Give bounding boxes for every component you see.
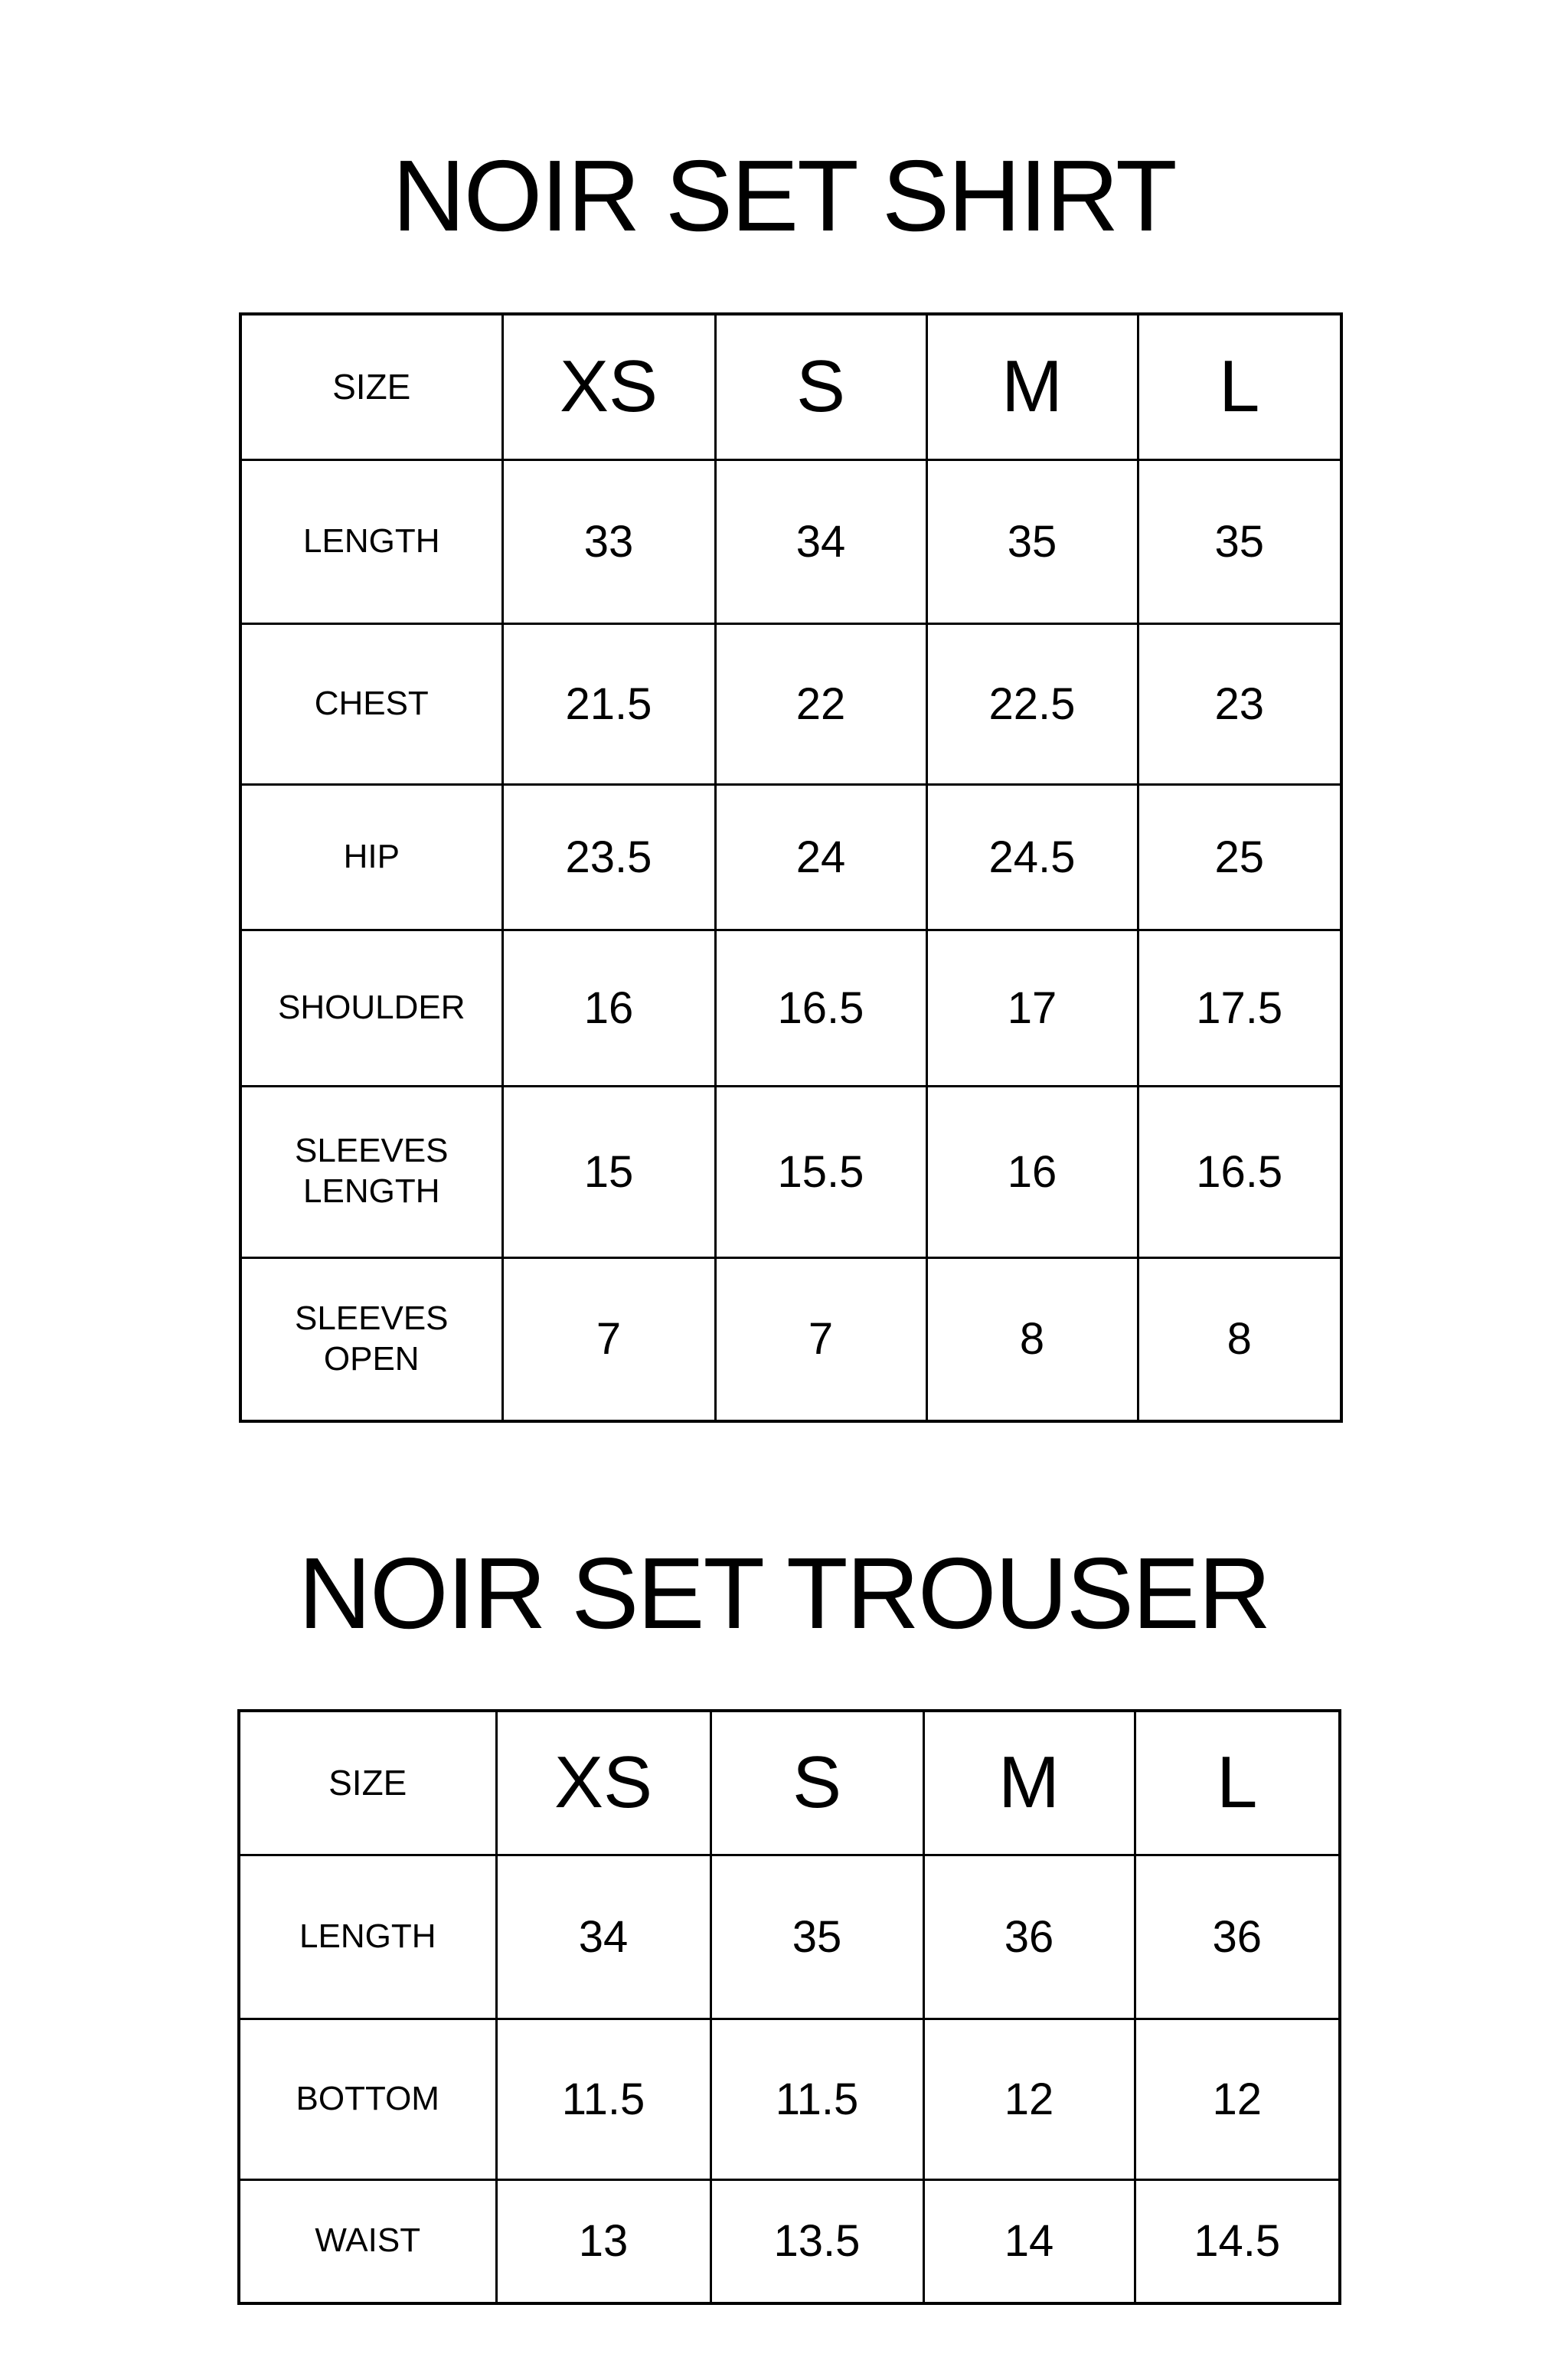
size-s: S [710,1711,923,1855]
size-xs: XS [496,1711,710,1855]
table-header-row [240,314,1341,459]
size-l: L [1135,1711,1340,1855]
shirt-size-chart-title: NOIR SET SHIRT [392,139,1176,252]
cell-value: 16 [502,930,715,1086]
header-label-size: SIZE [240,314,502,459]
cell-value: 34 [715,459,926,623]
cell-value: 36 [923,1855,1135,2019]
row-label-line: OPEN [323,1339,420,1378]
row-label: LENGTH [240,459,502,623]
table-row-hip [240,784,1341,930]
cell-value: 23 [1138,623,1341,784]
row-label: HIP [240,784,502,930]
cell-value: 36 [1135,1855,1340,2019]
size-l: L [1138,314,1341,459]
header-label-size: SIZE [239,1711,496,1855]
cell-value: 11.5 [496,2019,710,2179]
cell-value: 25 [1138,784,1341,930]
cell-value: 8 [926,1257,1138,1421]
table-row-chest [240,623,1341,784]
cell-value: 22 [715,623,926,784]
cell-value: 34 [496,1855,710,2019]
row-label: WAIST [239,2179,496,2303]
table-row-waist [239,2179,1340,2303]
table-row-shoulder [240,930,1341,1086]
cell-value: 12 [1135,2019,1340,2179]
cell-value: 12 [923,2019,1135,2179]
cell-value: 23.5 [502,784,715,930]
row-label: SHOULDER [240,930,502,1086]
row-label-line: SLEEVES [294,1132,449,1170]
row-label [240,1086,502,1257]
row-label: BOTTOM [239,2019,496,2179]
row-label-line: SLEEVES [294,1299,449,1337]
table-row-sleeves-open [240,1257,1341,1421]
cell-value: 15 [502,1086,715,1257]
size-xs: XS [502,314,715,459]
row-label: CHEST [240,623,502,784]
cell-value: 22.5 [926,623,1138,784]
table-row-length [240,459,1341,623]
table-header-row [239,1711,1340,1855]
cell-value: 13 [496,2179,710,2303]
cell-value: 33 [502,459,715,623]
row-label [240,1257,502,1421]
cell-value: 24 [715,784,926,930]
cell-value: 13.5 [710,2179,923,2303]
cell-value: 24.5 [926,784,1138,930]
cell-value: 35 [710,1855,923,2019]
cell-value: 14 [923,2179,1135,2303]
size-s: S [715,314,926,459]
cell-value: 15.5 [715,1086,926,1257]
cell-value: 17.5 [1138,930,1341,1086]
table-row-sleeves-length [240,1086,1341,1257]
shirt-size-table [239,312,1343,1423]
cell-value: 16.5 [715,930,926,1086]
cell-value: 7 [715,1257,926,1421]
cell-value: 21.5 [502,623,715,784]
trouser-size-chart-title: NOIR SET TROUSER [298,1537,1270,1649]
cell-value: 7 [502,1257,715,1421]
cell-value: 17 [926,930,1138,1086]
cell-value: 16 [926,1086,1138,1257]
size-m: M [923,1711,1135,1855]
row-label: LENGTH [239,1855,496,2019]
cell-value: 8 [1138,1257,1341,1421]
table-row-bottom [239,2019,1340,2179]
cell-value: 16.5 [1138,1086,1341,1257]
cell-value: 11.5 [710,2019,923,2179]
table-row-length [239,1855,1340,2019]
trouser-size-table [237,1709,1341,2305]
cell-value: 35 [1138,459,1341,623]
cell-value: 14.5 [1135,2179,1340,2303]
size-m: M [926,314,1138,459]
cell-value: 35 [926,459,1138,623]
row-label-line: LENGTH [303,1172,440,1210]
